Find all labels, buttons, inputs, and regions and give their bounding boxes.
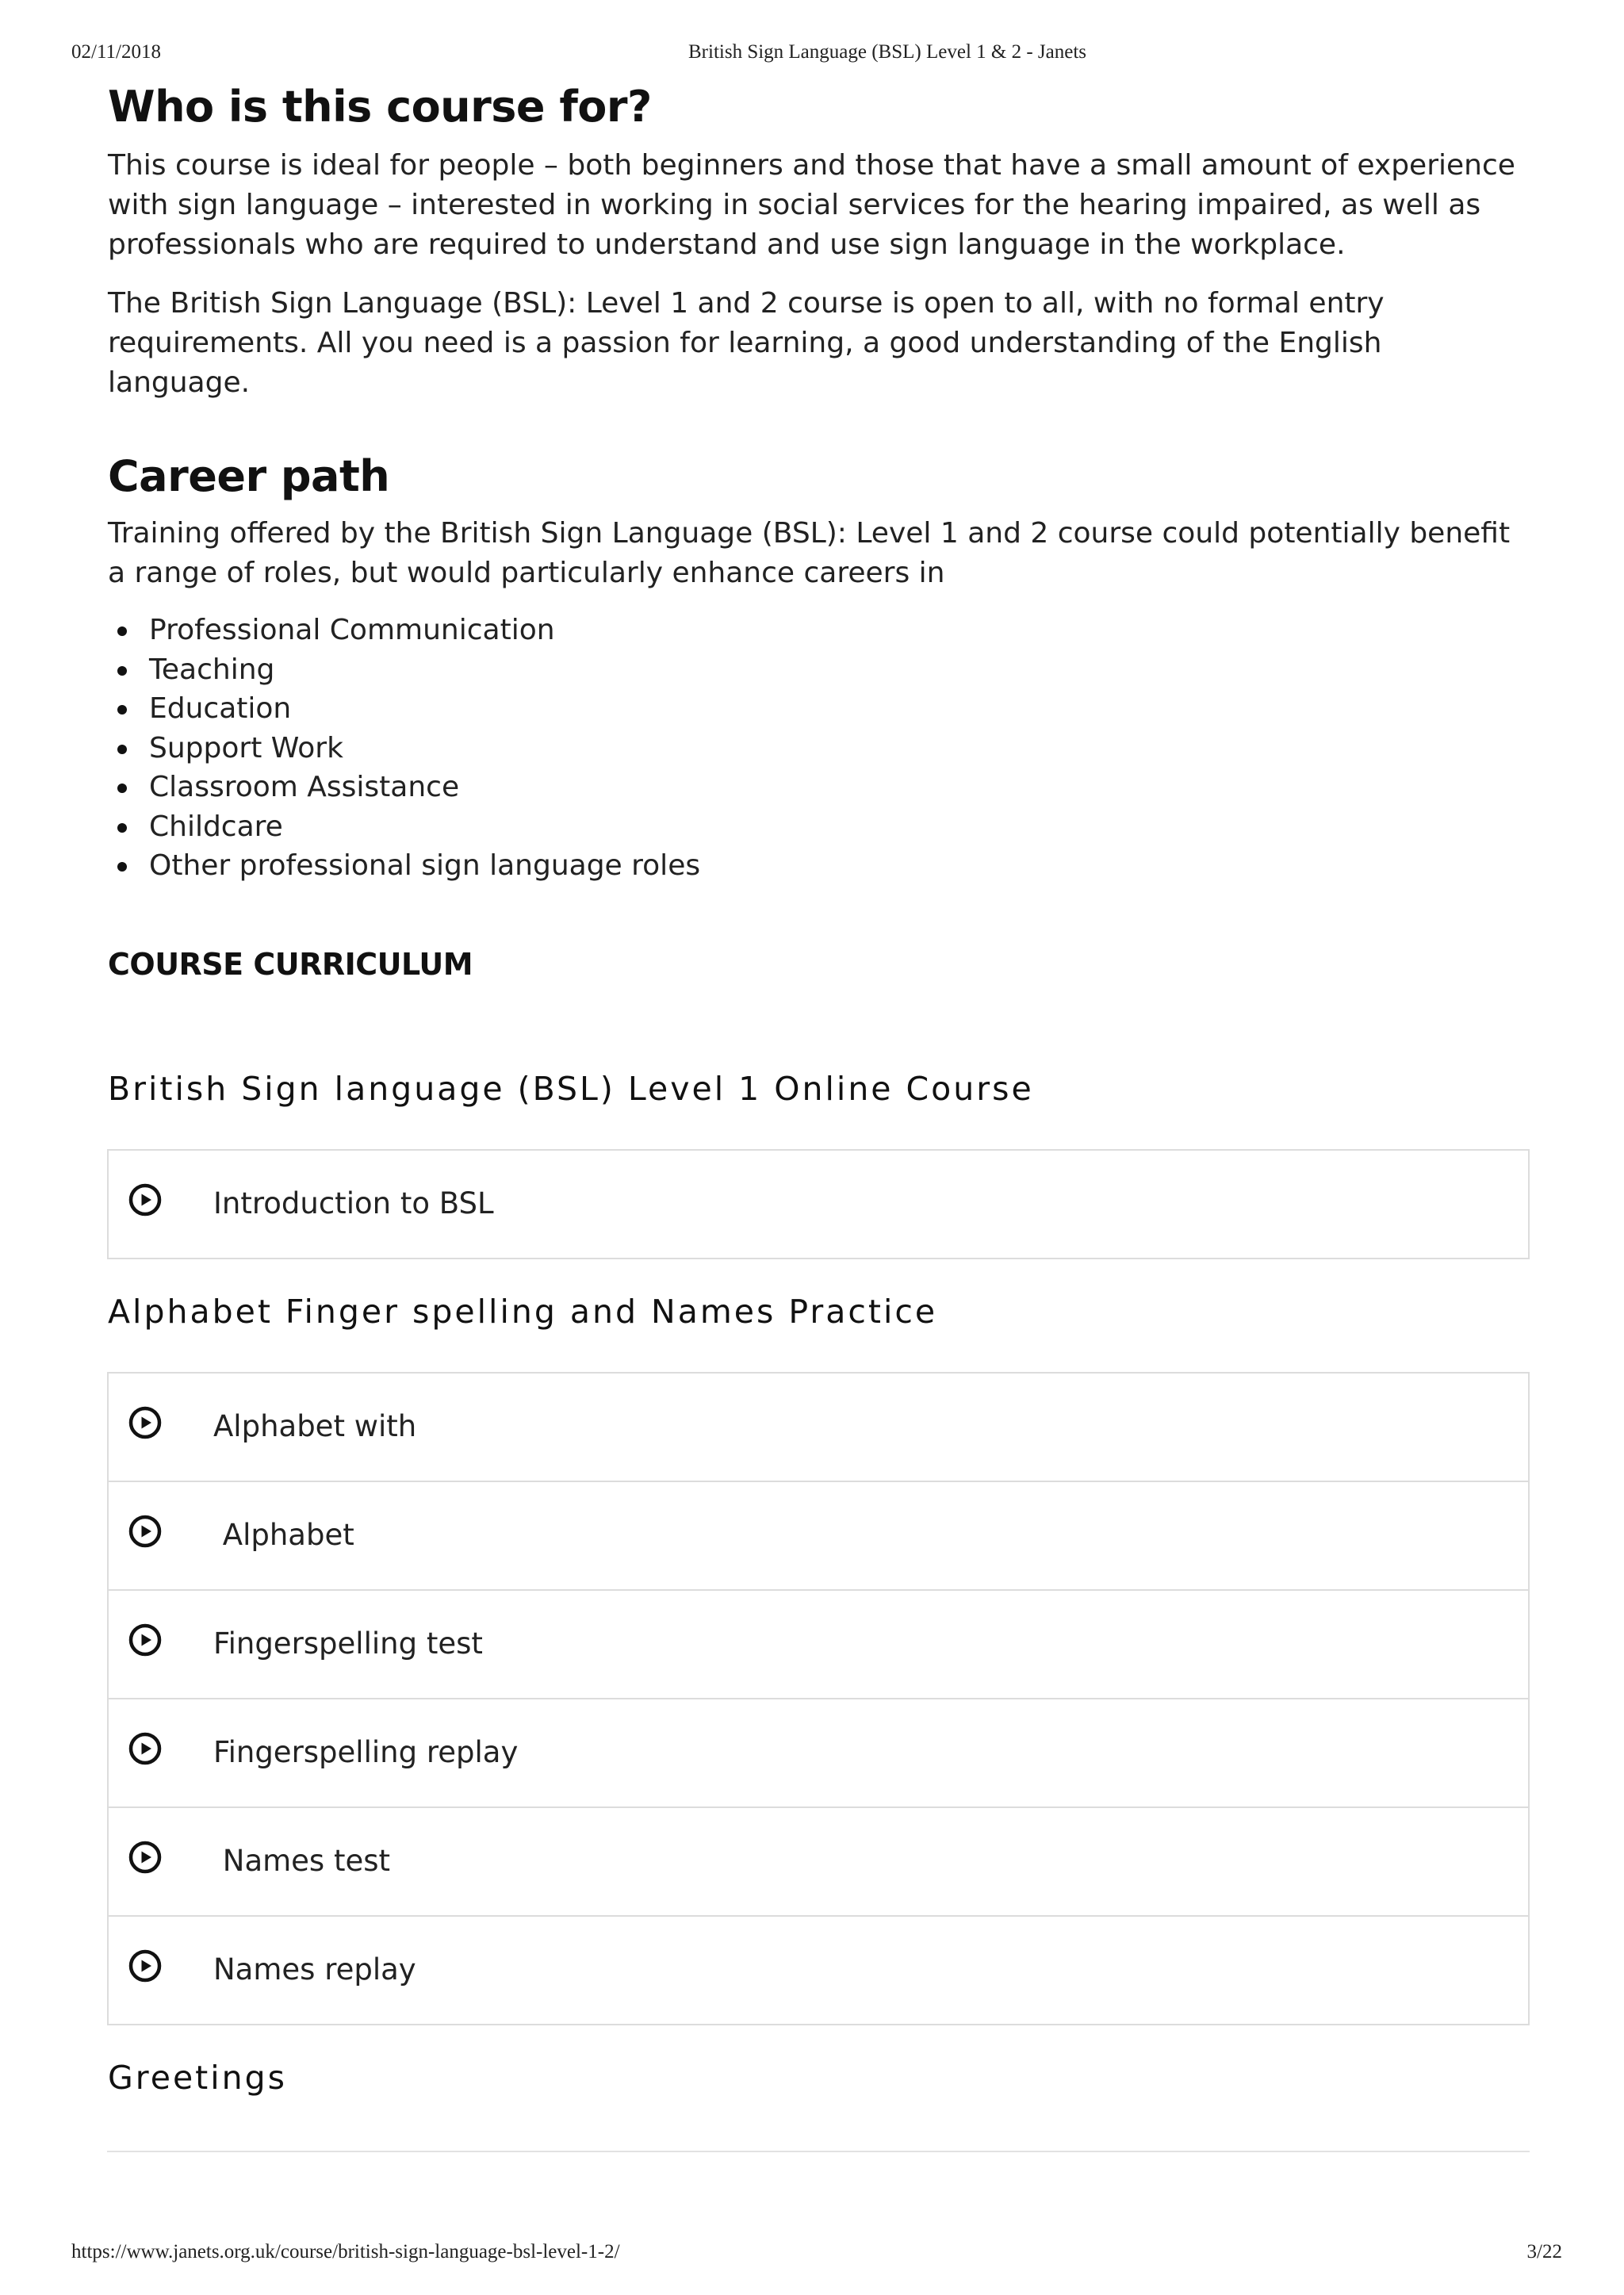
lesson-list [107,1149,1530,1259]
bullet-icon [117,705,127,715]
play-circle-icon [128,1731,163,1766]
page-number: 3/22 [1526,2241,1562,2262]
who-paragraph-1: This course is ideal for people – both beginners and those that have a small amount of experience with sign language – interested in working in social services for the hearing impaired, as well as professionals who are required to understand and use sign language in the workplace. [108,149,1515,261]
print-footer [0,2241,1624,2270]
lesson-title: Fingerspelling test [213,1626,483,1661]
bullet-icon [117,626,127,636]
list-item: Classroom Assistance [108,768,1529,807]
play-circle-icon [128,1514,163,1549]
play-circle-icon [128,1182,163,1217]
bullet-icon [117,862,127,872]
play-circle-icon [128,1405,163,1440]
career-intro: Training offered by the British Sign Language (BSL): Level 1 and 2 course could potentially benefit a range of roles, but would particularly enhance careers in [108,517,1511,589]
lesson-title: Alphabet with [213,1408,417,1443]
curriculum-label: COURSE CURRICULUM [108,946,473,982]
list-item: Support Work [108,729,1529,768]
print-header [0,41,1624,70]
list-item: Teaching [108,650,1529,690]
list-item: Childcare [108,807,1529,847]
who-heading: Who is this course for? [108,82,652,132]
lesson-row[interactable] [109,1481,1528,1589]
play-circle-icon [128,1623,163,1657]
play-circle-icon [128,1840,163,1875]
who-paragraph-2: The British Sign Language (BSL): Level 1 and 2 course is open to all, with no formal entry requirements. All you need is a passion for learning, a good understanding of the English language. [108,287,1385,399]
section-title[interactable]: Alphabet Finger spelling and Names Practice [108,1292,938,1331]
bullet-icon [117,745,127,754]
lesson-row[interactable] [109,1915,1528,2024]
lesson-title: Alphabet [213,1517,354,1552]
lesson-list [107,1372,1530,2025]
lesson-row[interactable] [109,1698,1528,1806]
lesson-row[interactable] [109,1374,1528,1481]
lesson-title: Fingerspelling replay [213,1734,519,1769]
list-item: Education [108,689,1529,729]
list-item: Professional Communication [108,611,1529,650]
play-circle-icon [128,1948,163,1983]
section-divider [107,2151,1530,2152]
lesson-title: Names replay [213,1952,416,1987]
main-content [108,78,1529,2152]
lesson-row[interactable] [109,1151,1528,1258]
lesson-row[interactable] [109,1806,1528,1915]
section-title[interactable]: British Sign language (BSL) Level 1 Online Course [108,1069,1034,1108]
list-item: Other professional sign language roles [108,846,1529,886]
career-roles-list [108,611,1529,886]
lesson-row[interactable] [109,1589,1528,1698]
print-page-title: British Sign Language (BSL) Level 1 & 2 - Janets [688,41,1087,63]
lesson-title: Names test [213,1843,391,1878]
bullet-icon [117,666,127,676]
career-heading: Career path [108,451,390,501]
bullet-icon [117,784,127,793]
lesson-title: Introduction to BSL [213,1186,494,1220]
bullet-icon [117,823,127,833]
print-date: 02/11/2018 [71,41,161,63]
section-title[interactable]: Greetings [108,2058,288,2097]
print-url: https://www.janets.org.uk/course/british-sign-language-bsl-level-1-2/ [71,2241,620,2262]
